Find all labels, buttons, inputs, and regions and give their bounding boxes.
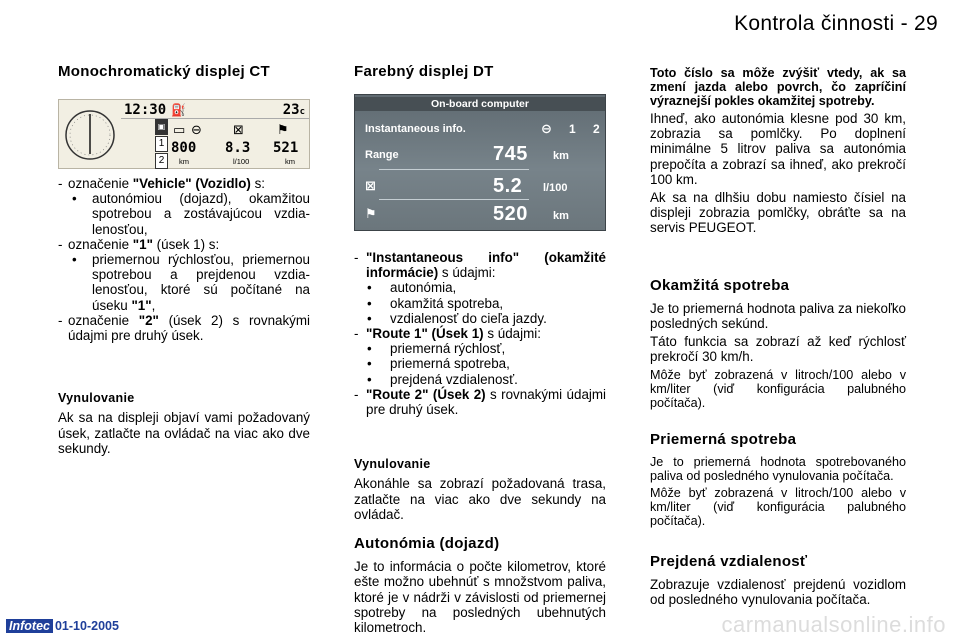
fuel-gauge-icon: ⊠	[233, 122, 244, 137]
instant-paragraph-1: Je to priemerná hodnota paliva za niekoľko posledných sekúnd.	[650, 300, 906, 332]
column-right	[650, 66, 906, 607]
reset-text: Ak sa na displeji objaví vami požadovaný úsek, zatlačte na ovládač na viac ako dve sekundy.	[58, 410, 310, 456]
display-value-distance: 521	[273, 140, 299, 156]
reset-title: Vynulovanie	[58, 391, 135, 406]
range-value: 745	[493, 143, 528, 165]
column-monochrome	[58, 64, 310, 79]
display-top-bar	[121, 102, 309, 119]
list-subitem: • autonómiou (dojazd), okamžitou spotrebou a zostávajúcou vzdialenosťou,	[58, 191, 310, 237]
column-colour-text	[354, 250, 606, 635]
list-subitem: • prejdená vzdialenosť.	[354, 372, 606, 387]
list-item: - "Instantaneous info" (okamžité informácie) s údajmi:	[354, 250, 606, 280]
display-tabs	[155, 119, 168, 170]
list-subitem: • priemernou rýchlosťou, priemernou spotrebou a prejdenou vzdialenosťou, ktoré sú počítané na úseku "1",	[58, 252, 310, 313]
analog-clock-icon	[62, 104, 118, 166]
reset-title: Vynulovanie	[354, 457, 431, 472]
intro-paragraph-2: Ak sa na dlhšiu dobu namiesto čísiel na displeji zobrazia pomlčky, obráťte sa na servis PEUGEOT.	[650, 190, 906, 236]
list-subitem: • priemerná rýchlosť,	[354, 341, 606, 356]
colour-display	[354, 94, 606, 231]
display-time: 12:30	[124, 102, 167, 118]
distance-unit: km	[553, 210, 569, 222]
footer-date: 01-10-2005	[54, 619, 119, 633]
section-title-distance: Prejdená vzdialenosť	[650, 552, 808, 570]
display-tab-2: 2	[593, 122, 600, 136]
average-paragraph-2: Môže byť zobrazená v litroch/100 alebo v km/liter (viď konfigurácia palubného počítača).	[650, 485, 906, 528]
tab-vehicle	[155, 119, 168, 135]
display-temperature: 23c	[282, 102, 305, 118]
divider	[379, 199, 529, 200]
display-unit-range: km	[179, 157, 189, 166]
consumption-unit: l/100	[543, 182, 568, 194]
list-subitem: • priemerná spotreba,	[354, 356, 606, 371]
car-icon: ▣	[157, 122, 166, 131]
monochrome-display	[58, 99, 310, 169]
intro-paragraph-1: Ihneď, ako autonómia klesne pod 30 km, zobrazia sa pomlčky. Po doplnení minimálne 5 litrov paliva sa autonómia prepočíta a zobrazí sa ihneď, ako prekročí 100 km.	[650, 111, 906, 187]
list-item: - označenie "2" (úsek 2) s rovnakými údajmi pre druhý úsek.	[58, 313, 310, 343]
finish-flag-icon: ⚑	[277, 122, 289, 137]
tab-route-2: 2	[155, 153, 168, 169]
instant-info-label: Instantaneous info.	[365, 123, 466, 135]
column-monochrome-text	[58, 176, 310, 456]
section-title-average: Priemerná spotreba	[650, 430, 797, 448]
list-item: - "Route 2" (Úsek 2) s rovnakými údajmi pre druhý úsek.	[354, 387, 606, 417]
list-item: - "Route 1" (Úsek 1) s údajmi:	[354, 326, 606, 341]
display-unit-consumption: l/100	[233, 157, 250, 166]
consumption-value: 5.2	[493, 175, 523, 197]
distance-paragraph-1: Zobrazuje vzdialenosť prejdenú vozidlom od posledného vynulovania počítača.	[650, 577, 906, 608]
tab-route-1: 1	[155, 136, 168, 152]
section-title-colour: Farebný displej DT	[354, 63, 494, 80]
car-icon: ⊖	[541, 121, 552, 136]
range-unit: km	[553, 150, 569, 162]
list-subitem: • okamžitá spotreba,	[354, 296, 606, 311]
reset-text: Akonáhle sa zobrazí požadovaná trasa, zatlačte na viac ako dve sekundy na ovládač.	[354, 476, 606, 522]
range-label: Range	[365, 149, 399, 161]
display-unit-distance: km	[285, 157, 295, 166]
fuel-gauge-icon: ⊠	[365, 178, 376, 193]
section-title-instant: Okamžitá spotreba	[650, 276, 790, 294]
instant-paragraph-3: Môže byť zobrazená v litroch/100 alebo v km/liter (viď konfigurácia palubného počítača).	[650, 367, 906, 410]
finish-flag-icon: ⚑	[365, 206, 377, 221]
divider	[379, 169, 529, 170]
watermark: carmanualsonline.info	[721, 612, 946, 637]
list-item: - označenie "1" (úsek 1) s:	[58, 237, 310, 252]
fuel-icon: ▭	[173, 122, 186, 137]
average-paragraph-1: Je to priemerná hodnota spotrebovaného paliva od posledného vynulovania počítača.	[650, 454, 906, 483]
list-item: - označenie "Vehicle" (Vozidlo) s:	[58, 176, 310, 191]
display-value-consumption: 8.3	[225, 140, 251, 156]
display-title: On-board computer	[355, 97, 605, 111]
instant-paragraph-2: Táto funkcia sa zobrazí až keď rýchlosť prekročí 30 km/h.	[650, 334, 906, 365]
section-title-range: Autonómia (dojazd)	[354, 535, 500, 553]
list-subitem: • autonómia,	[354, 280, 606, 295]
list-subitem: • vzdialenosť do cieľa jazdy.	[354, 311, 606, 326]
column-colour	[354, 64, 606, 79]
distance-value: 520	[493, 203, 528, 225]
page-header: Kontrola činnosti - 29	[734, 12, 938, 35]
display-tab-1: 1	[569, 122, 576, 136]
fuel-pump-icon: ⛽	[171, 103, 186, 117]
footer	[6, 619, 119, 633]
display-value-range: 800	[171, 140, 197, 156]
range-text: Je to informácia o počte kilometrov, ktoré ešte možno ubehnúť s množstvom paliva, ktoré je v nádrži v závislosti od priemernej spotreby na posledných ubehnutých kilometroch.	[354, 559, 606, 636]
intro-bold: Toto číslo sa môže zvýšiť vtedy, ak sa zmení jazda alebo povrch, čo zapríčiní výraznejší pokles okamžitej spotreby.	[650, 66, 906, 108]
section-title-monochrome: Monochromatický displej CT	[58, 63, 270, 80]
car-side-icon: ⊖	[191, 122, 202, 137]
infotec-logo: Infotec	[6, 619, 53, 633]
